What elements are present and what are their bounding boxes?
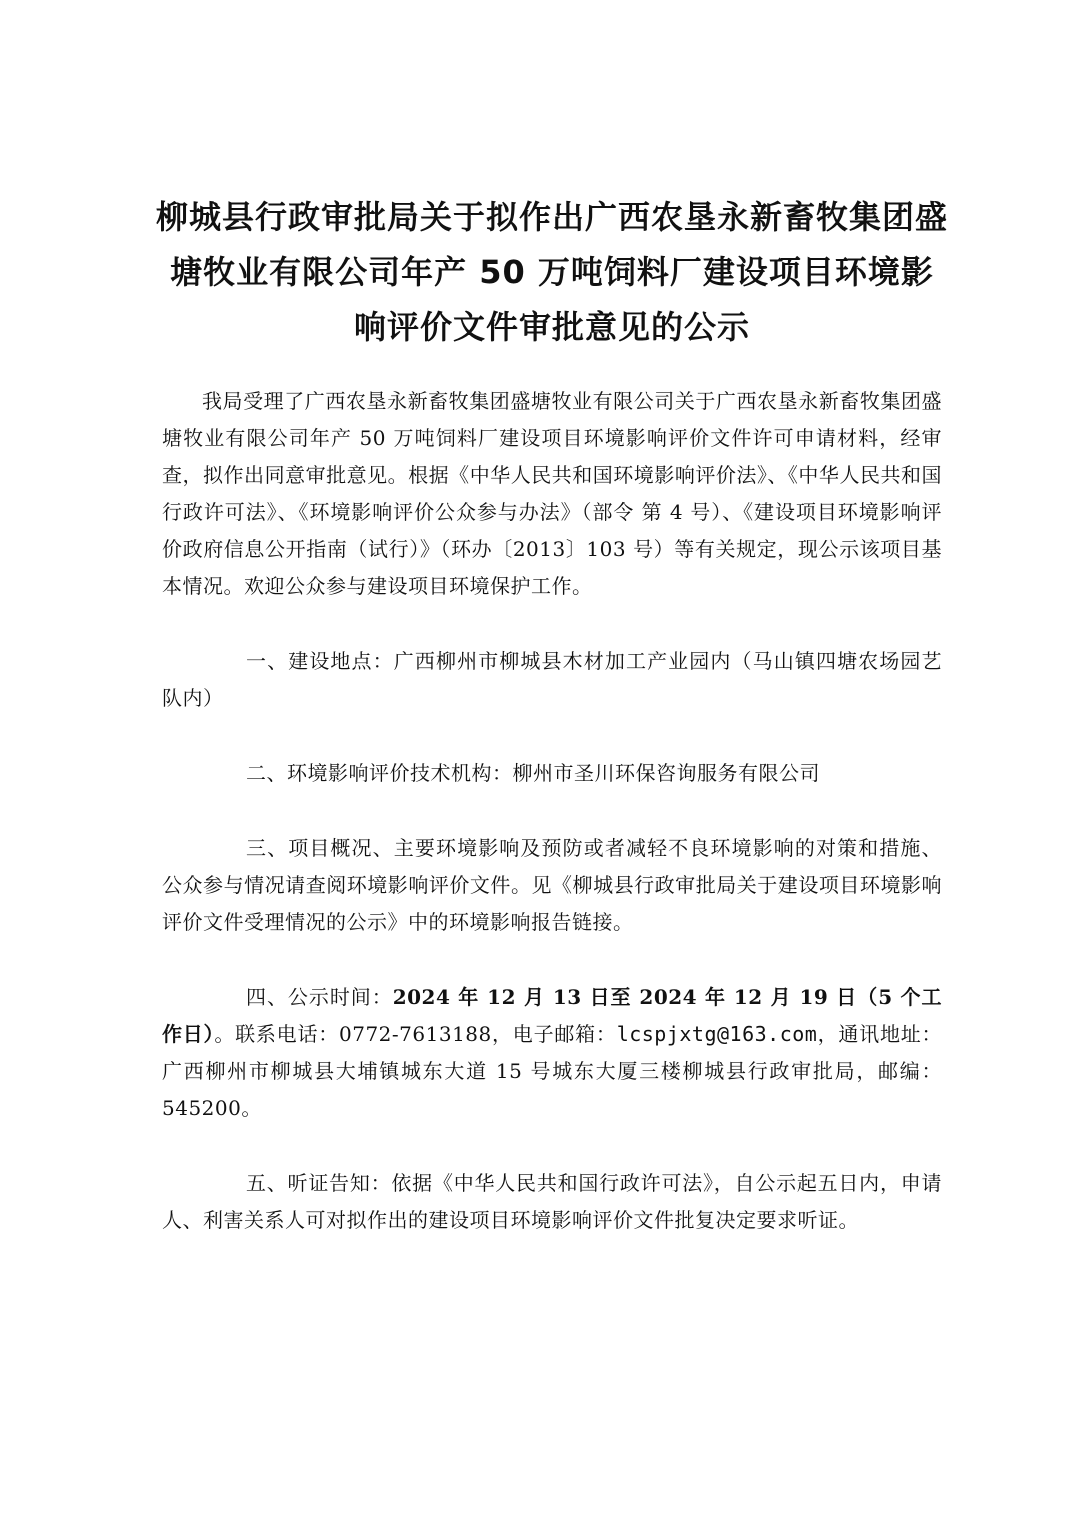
- intro-paragraph: 我局受理了广西农垦永新畜牧集团盛塘牧业有限公司关于广西农垦永新畜牧集团盛塘牧业有限公司年产 50 万吨饲料厂建设项目环境影响评价文件许可申请材料，经审查，拟作出同意审批意见。根据《中华人民共和国环境影响评价法》、《中华人民共和国行政许可法》、《环境影响评价公众参与办法》（部令 第 4 号）、《建设项目环境影响评价政府信息公开指南（试行）》（环办〔2013〕103 号）等有关规定，现公示该项目基本情况。欢迎公众参与建设项目环境保护工作。: [162, 389, 942, 598]
- contact-email[interactable]: lcspjxtg@163.com: [616, 1022, 818, 1046]
- document-page: [156, 190, 949, 1239]
- contact-suffix: ，通讯地址：广西柳州市柳城县大埔镇城东大道 15 号城东大厦三楼柳城县行政审批局，邮编：545200。: [162, 1022, 943, 1120]
- spacer: [162, 941, 942, 979]
- spacer: [162, 605, 942, 643]
- spacer: [162, 792, 942, 830]
- publicity-dates: 2024 年 12 月 13 日至 2024 年 12 月 19 日（5 个工作日）: [162, 985, 942, 1046]
- item-hearing-notice: 五、听证告知：依据《中华人民共和国行政许可法》，自公示起五日内，申请人、利害关系人可对拟作出的建设项目环境影响评价文件批复决定要求听证。: [162, 1171, 942, 1232]
- publicity-period-end: 。: [214, 1022, 236, 1046]
- spacer: [162, 717, 942, 755]
- item-location: 一、建设地点：广西柳州市柳城县木材加工产业园内（马山镇四塘农场园艺队内）: [162, 649, 942, 710]
- document-title: 柳城县行政审批局关于拟作出广西农垦永新畜牧集团盛塘牧业有限公司年产 50 万吨饲料厂建设项目环境影响评价文件审批意见的公示: [156, 198, 949, 346]
- publicity-prefix: 四、公示时间：: [246, 985, 393, 1009]
- item-eia-agency: 二、环境影响评价技术机构：柳州市圣川环保咨询服务有限公司: [246, 761, 820, 785]
- spacer: [162, 1127, 942, 1165]
- item-project-overview: 三、项目概况、主要环境影响及预防或者减轻不良环境影响的对策和措施、公众参与情况请查阅环境影响评价文件。见《柳城县行政审批局关于建设项目环境影响评价文件受理情况的公示》中的环境影响报告链接。: [162, 836, 942, 934]
- contact-prefix: 联系电话：0772-7613188，电子邮箱：: [235, 1022, 617, 1046]
- item-publicity-period: [162, 979, 942, 1127]
